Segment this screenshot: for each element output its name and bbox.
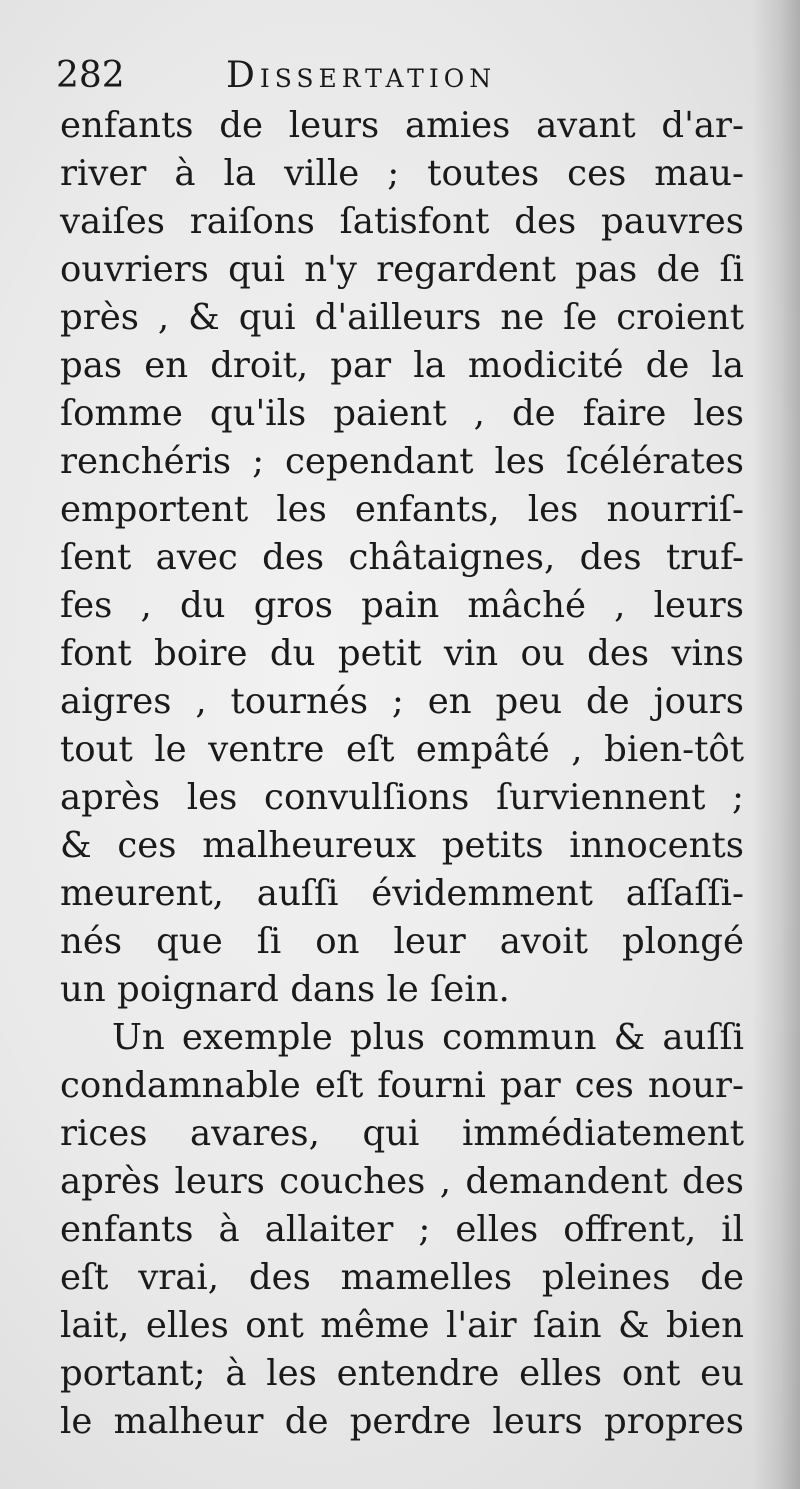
text-line: portant; à les entendre elles ont eu [60, 1353, 744, 1394]
text-line: le malheur de perdre leurs propres [60, 1401, 744, 1442]
text-line: enfants à allaiter ; elles offrent, il [60, 1209, 744, 1250]
text-line: lait, elles ont même l'air ſain & bien [60, 1305, 744, 1346]
text-line: après les convulſions ſurviennent ; [60, 777, 744, 818]
text-line: emportent les enfants, les nourriſ- [60, 489, 744, 530]
text-line: aigres , tournés ; en peu de jours [60, 681, 744, 722]
page-number: 282 [56, 55, 125, 96]
text-line: & ces malheureux petits innocents [60, 825, 744, 866]
text-line: nés que ſi on leur avoit plongé [60, 921, 744, 962]
text-line: pas en droit, par la modicité de la [60, 345, 744, 386]
text-line: après leurs couches , demandent des [60, 1161, 744, 1202]
running-title: Dissertation [226, 55, 497, 96]
paragraph-end-line: un poignard dans le ſein. [60, 969, 510, 1010]
text-line: près , & qui d'ailleurs ne ſe croient [60, 297, 744, 338]
text-line: renchéris ; cependant les ſcélérates [60, 441, 744, 482]
text-line: river à la ville ; toutes ces mau- [60, 153, 744, 194]
text-line: ouvriers qui n'y regardent pas de ſi [60, 249, 744, 290]
text-line: enfants de leurs amies avant d'ar- [60, 105, 744, 146]
page-gutter-shadow [752, 0, 800, 1489]
text-line: tout le ventre eſt empâté , bien-tôt [60, 729, 744, 770]
text-line: meurent, auſſi évidemment aſſaſſi- [60, 873, 744, 914]
page-header [56, 56, 756, 96]
text-line: condamnable eſt fourni par ces nour- [60, 1065, 744, 1106]
text-line: font boire du petit vin ou des vins [60, 633, 744, 674]
text-line: fes , du gros pain mâché , leurs [60, 585, 744, 626]
text-line: rices avares, qui immédiatement [60, 1113, 744, 1154]
paragraph-start-line: Un exemple plus commun & auſſi [112, 1017, 744, 1058]
text-line: eſt vrai, des mamelles pleines de [60, 1257, 744, 1298]
text-line: ſomme qu'ils paient , de faire les [60, 393, 744, 434]
text-line: vaiſes raiſons ſatisfont des pauvres [60, 201, 744, 242]
text-line: ſent avec des châtaignes, des truf- [60, 537, 744, 578]
